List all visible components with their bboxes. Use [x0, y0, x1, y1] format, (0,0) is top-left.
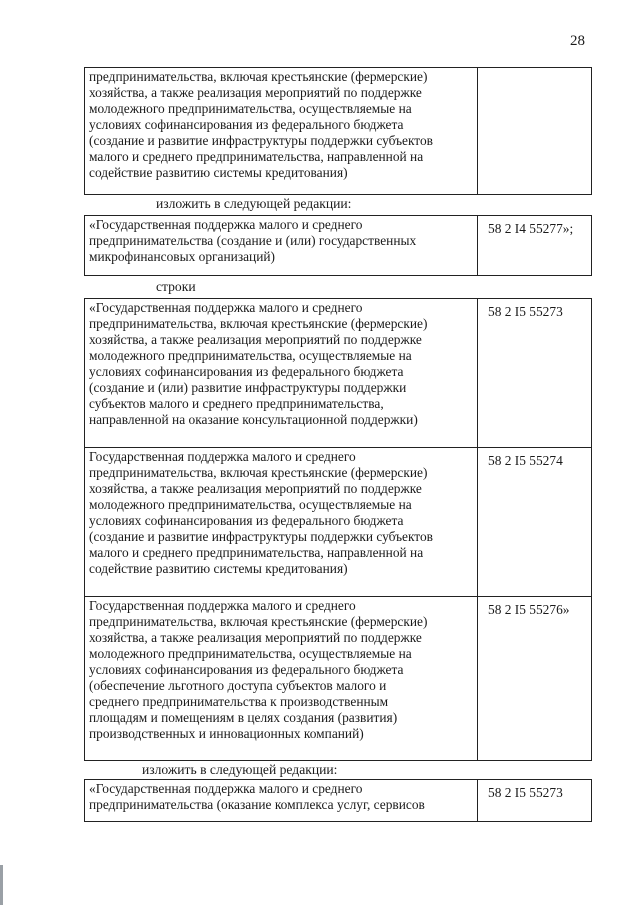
table-row [85, 448, 592, 597]
expense-description: Государственная поддержка малого и среднего предпринимательства, включая крестьянские (фермерские) хозяйства, а также реализация мероприятий по поддержке молодежного предпринимательства, осуществляемые на условиях софинансирования из федерального бюджета (обеспечение льготного доступа субъектов малого и среднего предпринимательства к производственным площадям и помещениям в целях создания (развития) производственных и инновационных компаний) [85, 597, 478, 761]
table-row [85, 68, 592, 195]
table-row [85, 216, 592, 276]
page-number: 28 [570, 33, 585, 49]
instruction-text: изложить в следующей редакции: [156, 196, 352, 211]
expense-code: 58 2 I5 55273 [478, 299, 592, 448]
table-row [85, 299, 592, 448]
expense-code: 58 2 I5 55273 [478, 780, 592, 822]
expense-code: 58 2 I4 55277»; [478, 216, 592, 276]
instruction-text: строки [156, 279, 196, 294]
expense-description: предпринимательства, включая крестьянские (фермерские) хозяйства, а также реализация мероприятий по поддержке молодежного предпринимательства, осуществляемые на условиях софинансирования из федерального бюджета (создание и развитие инфраструктуры поддержки субъектов малого и среднего предпринимательства, направленной на содействие развитию системы кредитования) [85, 68, 478, 195]
budget-table-4 [84, 779, 592, 822]
scan-edge-mark [0, 865, 3, 905]
budget-table-1 [84, 67, 592, 195]
budget-table-3 [84, 298, 592, 761]
instruction-text: изложить в следующей редакции: [142, 762, 338, 777]
expense-code [478, 68, 592, 195]
expense-description: «Государственная поддержка малого и среднего предпринимательства (оказание комплекса услуг, сервисов [85, 780, 478, 822]
expense-code: 58 2 I5 55274 [478, 448, 592, 597]
budget-table-2 [84, 215, 592, 276]
table-row [85, 597, 592, 761]
expense-description: «Государственная поддержка малого и среднего предпринимательства (создание и (или) государственных микрофинансовых организаций) [85, 216, 478, 276]
expense-code: 58 2 I5 55276» [478, 597, 592, 761]
expense-description: Государственная поддержка малого и среднего предпринимательства, включая крестьянские (фермерские) хозяйства, а также реализация мероприятий по поддержке молодежного предпринимательства, осуществляемые на условиях софинансирования из федерального бюджета (создание и развитие инфраструктуры поддержки субъектов малого и среднего предпринимательства, направленной на содействие развитию системы кредитования) [85, 448, 478, 597]
table-row [85, 780, 592, 822]
expense-description: «Государственная поддержка малого и среднего предпринимательства, включая крестьянские (фермерские) хозяйства, а также реализация мероприятий по поддержке молодежного предпринимательства, осуществляемые на условиях софинансирования из федерального бюджета (создание и (или) развитие инфраструктуры поддержки субъектов малого и среднего предпринимательства, направленной на оказание консультационной поддержки) [85, 299, 478, 448]
